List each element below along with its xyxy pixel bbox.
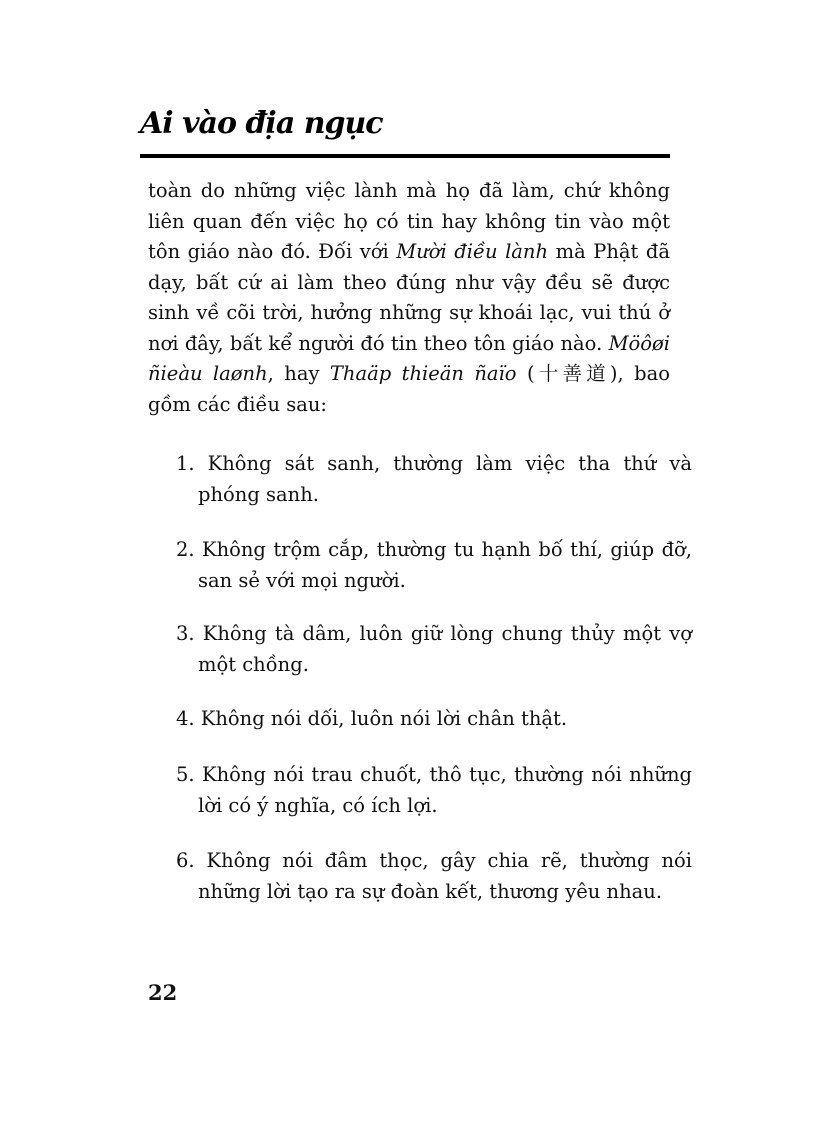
paragraph-text: mà Phật đã dạy, bất cứ ai làm theo đúng như vậy đều sẽ được sinh về cõi trời, hưởng những sự khoái lạc, vui thú ở nơi đây, bất kể người đó tin theo tôn giáo nào. [148,240,670,355]
paragraph-text: , hay [267,362,330,385]
paragraph-text: toàn do những việc lành mà họ đã làm, chứ không liên quan đến việc họ có tin hay không tin vào một tôn giáo nào đó. Đối với [148,179,670,263]
list-item: 2. Không trộm cắp, thường tu hạnh bố thí, giúp đỡ, san sẻ với mọi người. [176,538,692,592]
list-item: 6. Không nói đâm thọc, gây chia rẽ, thường nói những lời tạo ra sự đoàn kết, thương yêu nhau. [176,849,692,903]
list-item: 1. Không sát sanh, thường làm việc tha thứ và phóng sanh. [176,452,692,506]
page-header [140,100,670,160]
list-item: 5. Không nói trau chuốt, thô tục, thường nói những lời có ý nghĩa, có ích lợi. [176,763,692,817]
intro-paragraph [148,176,670,420]
italic-term: Möôøi ñieàu laønh [148,331,670,385]
body-text [148,176,692,903]
italic-term: Thaäp thieän ñaïo [329,362,517,385]
italic-term: Mười điều lành [396,240,549,263]
header-rule [140,154,670,158]
page-number: 22 [148,980,178,1005]
paragraph-text: (十善道), bao gồm các điều sau: [148,362,670,416]
list-item: 4. Không nói dối, luôn nói lời chân thật. [176,707,568,730]
list-item: 3. Không tà dâm, luôn giữ lòng chung thủy một vợ một chồng. [176,622,692,676]
running-title: Ai vào địa ngục [140,106,383,141]
